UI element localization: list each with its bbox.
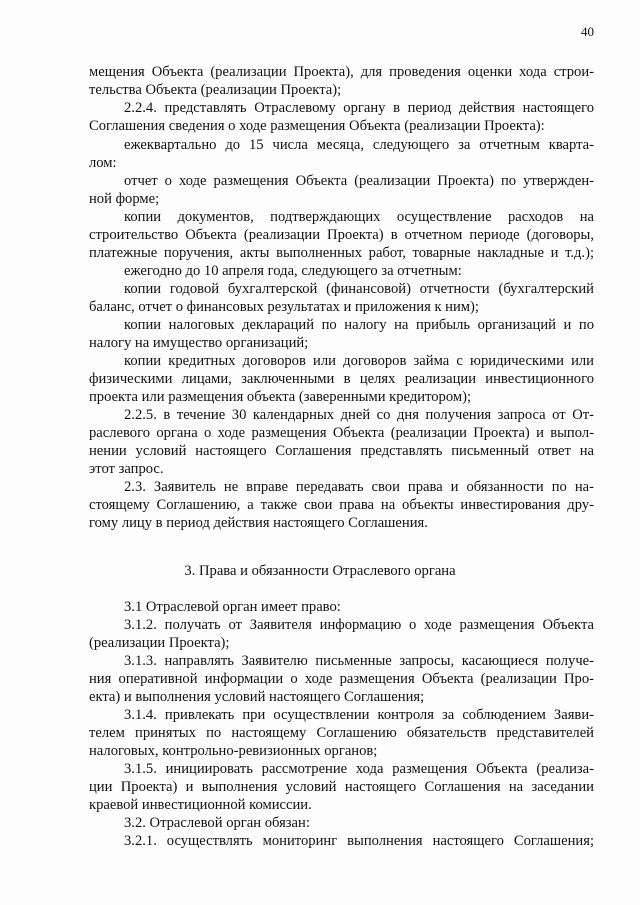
text-line: телем принятых по настоящему Соглашению обязательств представителей [89,725,594,741]
text-line: ной форме; [89,191,160,207]
text-line: этот запрос. [89,461,164,477]
text-line: налоговых, контрольно-ревизионных органов; [89,743,378,759]
text-line: стоящему Соглашению, а также свои права на объекты инвестирования дру- [89,497,594,513]
text-line: 3.1 Отраслевой орган имеет право: [124,599,341,615]
text-line: 3.2.1. осуществлять мониторинг выполнения настоящего Соглашения; [124,833,594,849]
text-line: копии годовой бухгалтерской (финансовой) отчетности (бухгалтерский [124,281,594,297]
text-line: налогу на имущество организаций; [89,335,309,351]
section-heading: 3. Права и обязанности Отраслевого органа [184,563,456,579]
text-line: 3.1.2. получать от Заявителя информацию о ходе размещения Объекта [124,617,594,633]
text-line: ния оперативной информации о ходе размещения Объекта (реализации Про- [89,671,594,687]
text-line: копии кредитных договоров или договоров займа с юридическими или [124,353,594,369]
text-line: лом: [89,155,117,171]
text-line: физическими лицами, заключенными в целях реализации инвестиционного [89,371,594,387]
text-line: нении условий настоящего Соглашения представлять письменный ответ на [89,443,594,459]
text-line: екта) и выполнения условий настоящего Соглашения; [89,689,425,705]
text-line: копии налоговых деклараций по налогу на прибыль организаций и по [124,317,594,333]
text-line: Соглашения сведения о ходе размещения Объекта (реализации Проекта): [89,118,545,134]
text-line: тельства Объекта (реализации Проекта); [89,82,342,98]
text-line: 2.2.5. в течение 30 календарных дней со дня получения запроса от От- [124,407,594,423]
text-line: 3.1.5. инициировать рассмотрение хода размещения Объекта (реализа- [124,761,594,777]
text-line: ежегодно до 10 апреля года, следующего за отчетным: [124,263,462,279]
text-line: строительство Объекта (реализации Проекта) в отчетном периоде (договоры, [89,227,594,243]
text-line: ежеквартально до 15 числа месяца, следующего за отчетным кварта- [124,137,594,153]
text-line: 3.1.3. направлять Заявителю письменные запросы, касающиеся получе- [124,653,594,669]
text-line: 3.1.4. привлекать при осуществлении контроля за соблюдением Заяви- [124,707,594,723]
text-line: 2.2.4. представлять Отраслевому органу в период действия настоящего [124,100,594,116]
text-line: гому лицу в период действия настоящего Соглашения. [89,515,428,531]
text-line: 3.2. Отраслевой орган обязан: [124,815,310,831]
text-line: копии документов, подтверждающих осуществление расходов на [124,209,594,225]
text-line: проекта или размещения объекта (заверенными кредитором); [89,389,472,405]
text-line: (реализации Проекта); [89,635,230,651]
text-line: платежные поручения, акты выполненных работ, товарные накладные и т.д.); [89,245,594,261]
text-line: ции Проекта) и выполнения условий настоящего Соглашения на заседании [89,779,594,795]
text-line: баланс, отчет о финансовых результатах и приложения к ним); [89,299,479,315]
text-line: раслевого органа о ходе размещения Объекта (реализации Проекта) и выпол- [89,425,594,441]
text-line: краевой инвестиционной комиссии. [89,797,312,813]
text-line: 2.3. Заявитель не вправе передавать свои права и обязанности по на- [124,479,594,495]
page-number: 40 [581,24,594,39]
text-line: мещения Объекта (реализации Проекта), для проведения оценки хода строи- [89,64,594,80]
text-line: отчет о ходе размещения Объекта (реализации Проекта) по утвержден- [124,173,594,189]
